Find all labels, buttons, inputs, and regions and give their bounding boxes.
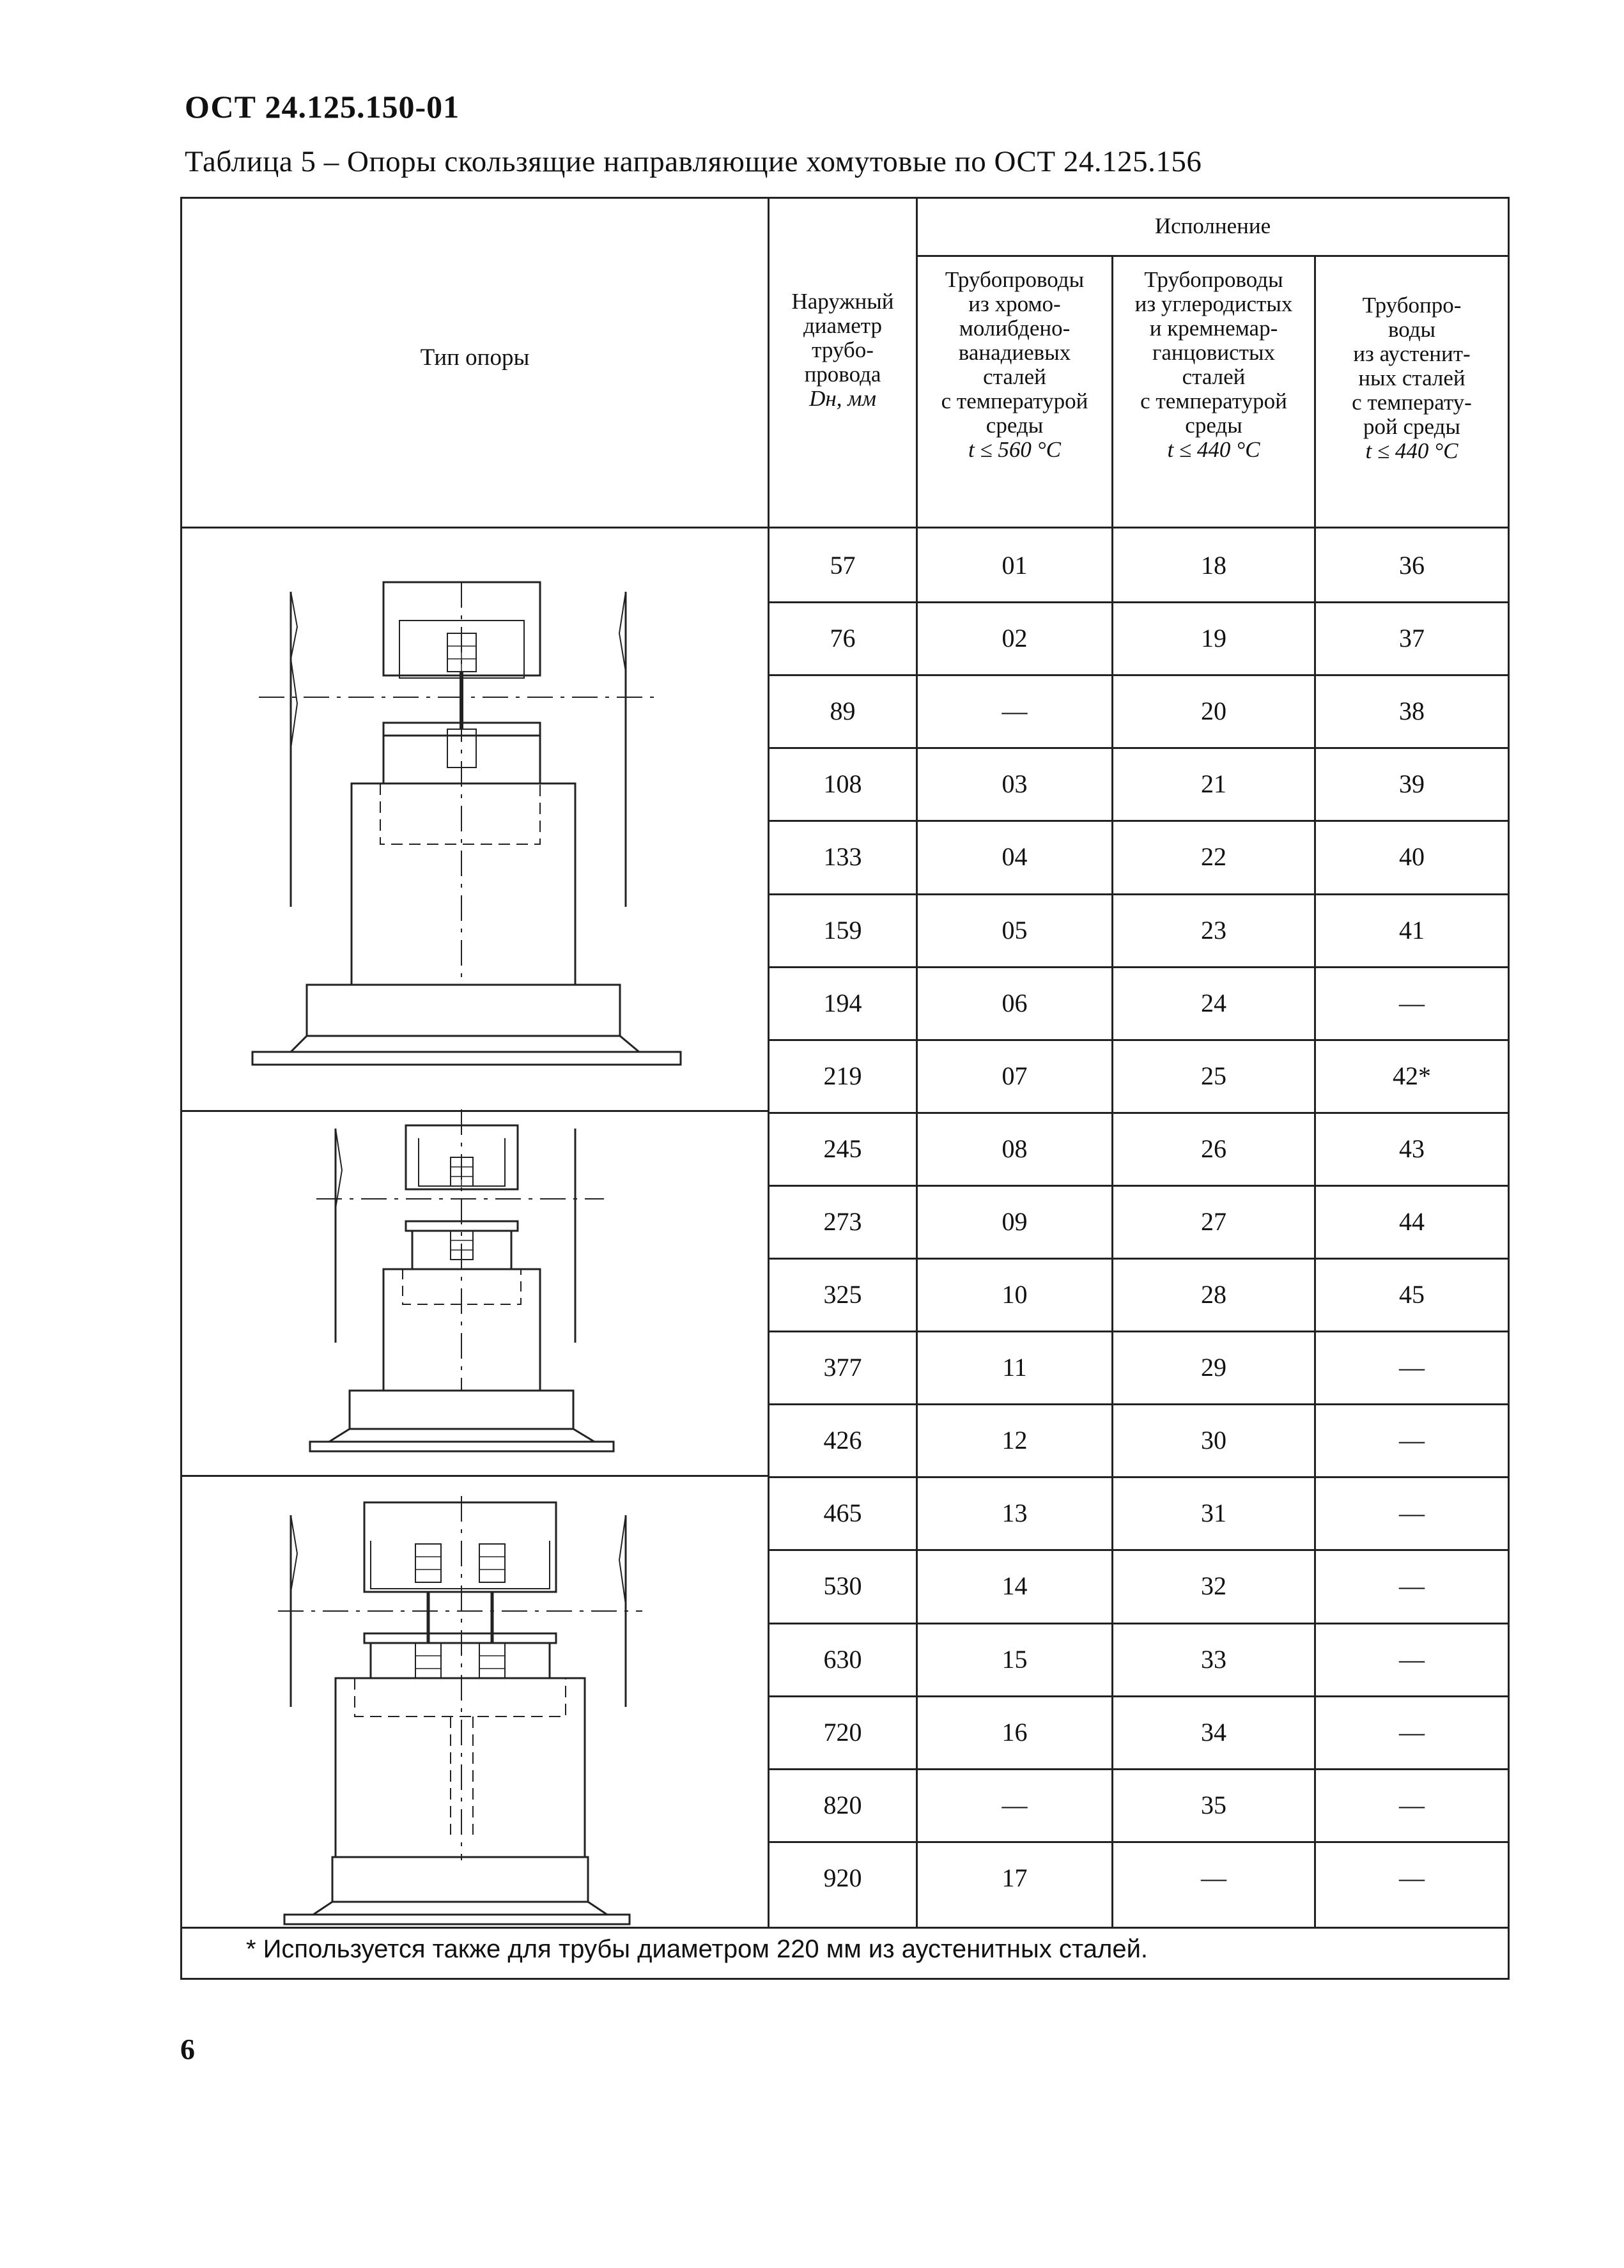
- cell-diameter: 76: [830, 624, 856, 652]
- row-divider: [768, 1549, 1508, 1551]
- page-number: 6: [180, 2033, 195, 2065]
- cell-exec-austenitic: 41: [1399, 916, 1425, 945]
- cell-diameter: 245: [823, 1134, 862, 1163]
- header-exec3-line-4: ных сталей: [1358, 366, 1465, 390]
- cell-diameter: 133: [823, 842, 862, 871]
- supports-table: [180, 197, 1510, 1980]
- cell-diameter: 820: [823, 1791, 862, 1819]
- header-execution: Исполнение: [1154, 213, 1271, 238]
- cell-exec-chrome: 02: [1001, 624, 1028, 652]
- cell-exec-austenitic: —: [1399, 1499, 1425, 1527]
- cell-exec-carbon: 34: [1201, 1718, 1226, 1747]
- header-exec2-line-2: из углеродистых: [1134, 291, 1293, 316]
- cell-exec-austenitic: —: [1399, 1645, 1425, 1674]
- cell-exec-chrome: 09: [1001, 1207, 1028, 1236]
- cell-diameter: 325: [823, 1280, 862, 1309]
- row-divider: [768, 893, 1508, 895]
- cell-exec-carbon: 23: [1201, 916, 1226, 945]
- cell-exec-carbon: 31: [1201, 1499, 1226, 1527]
- row-divider: [768, 1768, 1508, 1770]
- cell-diameter: 89: [830, 697, 856, 725]
- row-divider: [768, 1039, 1508, 1041]
- cell-exec-carbon: 25: [1201, 1061, 1226, 1090]
- header-exec1-line-3: молибдено-: [959, 316, 1071, 341]
- header-exec2-line-6: с температурой: [1140, 389, 1287, 413]
- cell-exec-carbon: 27: [1201, 1207, 1226, 1236]
- cell-exec-chrome: 01: [1001, 551, 1028, 580]
- row-divider: [768, 747, 1508, 749]
- header-diameter-line-1: Наружный: [791, 289, 894, 314]
- cell-diameter: 273: [823, 1207, 862, 1236]
- row-divider: [768, 966, 1508, 968]
- row-divider: [768, 601, 1508, 603]
- col-divider-exec2: [1314, 255, 1316, 1927]
- header-diameter-line-2: диаметр: [803, 313, 882, 338]
- header-exec3-line-5: с температу-: [1352, 390, 1472, 415]
- header-exec2-line-7: среды: [1185, 413, 1242, 438]
- row-divider: [768, 1403, 1508, 1405]
- table-caption: Таблица 5 – Опоры скользящие направляющие хомутовые по ОСТ 24.125.156: [185, 145, 1202, 178]
- cell-exec-chrome: 15: [1001, 1645, 1028, 1674]
- cell-exec-austenitic: 42*: [1393, 1061, 1431, 1090]
- row-divider: [768, 1185, 1508, 1187]
- cell-exec-carbon: 21: [1201, 769, 1226, 798]
- cell-exec-austenitic: 38: [1399, 697, 1425, 725]
- header-exec1-line-5: сталей: [983, 364, 1046, 389]
- cell-exec-chrome: 04: [1001, 842, 1028, 871]
- cell-exec-chrome: 07: [1001, 1061, 1028, 1090]
- cell-exec-austenitic: 39: [1399, 769, 1425, 798]
- cell-diameter: 920: [823, 1863, 862, 1892]
- cell-exec-carbon: 32: [1201, 1571, 1226, 1600]
- cell-exec-chrome: 13: [1001, 1499, 1028, 1527]
- cell-diameter: 57: [830, 551, 856, 580]
- row-divider: [768, 1331, 1508, 1332]
- cell-diameter: 377: [823, 1353, 862, 1382]
- header-exec2-line-5: сталей: [1182, 364, 1246, 389]
- header-exec1-line-4: ванадиевых: [958, 340, 1071, 365]
- header-exec3-line-2: воды: [1388, 317, 1436, 342]
- cell-exec-carbon: 26: [1201, 1134, 1226, 1163]
- cell-exec-austenitic: 37: [1399, 624, 1425, 652]
- cell-exec-carbon: 20: [1201, 697, 1226, 725]
- cell-exec-austenitic: 43: [1399, 1134, 1425, 1163]
- footnote-divider: [182, 1927, 1508, 1929]
- row-divider: [768, 820, 1508, 822]
- header-exec1-line-7: среды: [986, 413, 1044, 438]
- header-group-divider: [916, 255, 1508, 257]
- cell-exec-chrome: —: [1001, 697, 1028, 725]
- cell-exec-chrome: 03: [1001, 769, 1028, 798]
- cell-exec-carbon: 24: [1201, 989, 1226, 1017]
- row-divider: [768, 1695, 1508, 1697]
- header-type-of-support: Тип опоры: [420, 344, 530, 371]
- cell-exec-chrome: 16: [1001, 1718, 1028, 1747]
- cell-exec-austenitic: —: [1399, 1863, 1425, 1892]
- cell-exec-austenitic: 44: [1399, 1207, 1425, 1236]
- cell-diameter: 108: [823, 769, 862, 798]
- header-outer-diameter: [769, 289, 916, 411]
- header-exec1-line-2: из хромо-: [968, 291, 1061, 316]
- cell-diameter: 530: [823, 1571, 862, 1600]
- cell-exec-austenitic: —: [1399, 1791, 1425, 1819]
- header-exec-austenitic-block: [1316, 293, 1508, 463]
- header-exec2-line-8: t ≤ 440 °C: [1167, 437, 1260, 462]
- header-exec-chrome-molybdenum: [918, 268, 1111, 462]
- cell-exec-carbon: 22: [1201, 842, 1226, 871]
- col-divider-exec1: [1111, 255, 1113, 1927]
- header-exec3-line-3: из аустенит-: [1353, 341, 1471, 366]
- header-exec1-line-8: t ≤ 560 °C: [968, 437, 1062, 462]
- cell-exec-austenitic: —: [1399, 1571, 1425, 1600]
- header-exec3-line-7: t ≤ 440 °C: [1365, 438, 1458, 463]
- cell-diameter: 720: [823, 1718, 862, 1747]
- row-divider: [768, 1476, 1508, 1478]
- cell-exec-carbon: 18: [1201, 551, 1226, 580]
- header-exec3-line-1: Трубопро-: [1362, 293, 1462, 318]
- row-divider: [768, 1623, 1508, 1624]
- cell-exec-carbon: 35: [1201, 1791, 1226, 1819]
- cell-exec-chrome: 06: [1001, 989, 1028, 1017]
- cell-exec-austenitic: —: [1399, 1718, 1425, 1747]
- cell-diameter: 465: [823, 1499, 862, 1527]
- cell-exec-chrome: 11: [1002, 1353, 1027, 1382]
- cell-exec-austenitic: —: [1399, 1353, 1425, 1382]
- cell-exec-austenitic: 36: [1399, 551, 1425, 580]
- document-code: ОСТ 24.125.150-01: [185, 89, 460, 125]
- cell-exec-chrome: 17: [1001, 1863, 1028, 1892]
- cell-exec-austenitic: 45: [1399, 1280, 1425, 1309]
- cell-exec-austenitic: 40: [1399, 842, 1425, 871]
- cell-exec-chrome: —: [1001, 1791, 1028, 1819]
- header-exec3-line-6: рой среды: [1363, 414, 1460, 439]
- cell-exec-carbon: —: [1201, 1863, 1226, 1892]
- header-exec2-line-4: ганцовистых: [1152, 340, 1275, 365]
- cell-exec-chrome: 10: [1001, 1280, 1028, 1309]
- row-divider: [768, 1841, 1508, 1843]
- cell-diameter: 194: [823, 989, 862, 1017]
- cell-exec-carbon: 19: [1201, 624, 1226, 652]
- cell-exec-chrome: 14: [1001, 1571, 1028, 1600]
- cell-exec-austenitic: —: [1399, 1426, 1425, 1454]
- cell-exec-carbon: 33: [1201, 1645, 1226, 1674]
- cell-exec-austenitic: —: [1399, 989, 1425, 1017]
- row-divider: [768, 674, 1508, 676]
- header-exec2-line-1: Трубопроводы: [1144, 267, 1283, 292]
- header-diameter-line-5: Dн, мм: [809, 386, 876, 411]
- cell-exec-chrome: 05: [1001, 916, 1028, 945]
- row-divider: [768, 1112, 1508, 1114]
- header-exec1-line-6: с температурой: [941, 389, 1088, 413]
- cell-diameter: 159: [823, 916, 862, 945]
- support-drawing-group-1: [182, 199, 768, 1927]
- header-diameter-line-3: трубо-: [812, 337, 874, 362]
- header-exec1-line-1: Трубопроводы: [945, 267, 1085, 292]
- cell-diameter: 630: [823, 1645, 862, 1674]
- row-divider: [768, 1258, 1508, 1260]
- cell-diameter: 219: [823, 1061, 862, 1090]
- footnote: * Используется также для трубы диаметром 220 мм из аустенитных сталей.: [246, 1935, 1148, 1963]
- cell-exec-chrome: 12: [1001, 1426, 1028, 1454]
- cell-exec-carbon: 30: [1201, 1426, 1226, 1454]
- cell-exec-carbon: 28: [1201, 1280, 1226, 1309]
- cell-exec-carbon: 29: [1201, 1353, 1226, 1382]
- header-exec2-line-3: и кремнемар-: [1149, 316, 1278, 341]
- header-diameter-line-4: провода: [804, 362, 881, 387]
- cell-diameter: 426: [823, 1426, 862, 1454]
- cell-exec-chrome: 08: [1001, 1134, 1028, 1163]
- header-exec-carbon: [1113, 268, 1314, 462]
